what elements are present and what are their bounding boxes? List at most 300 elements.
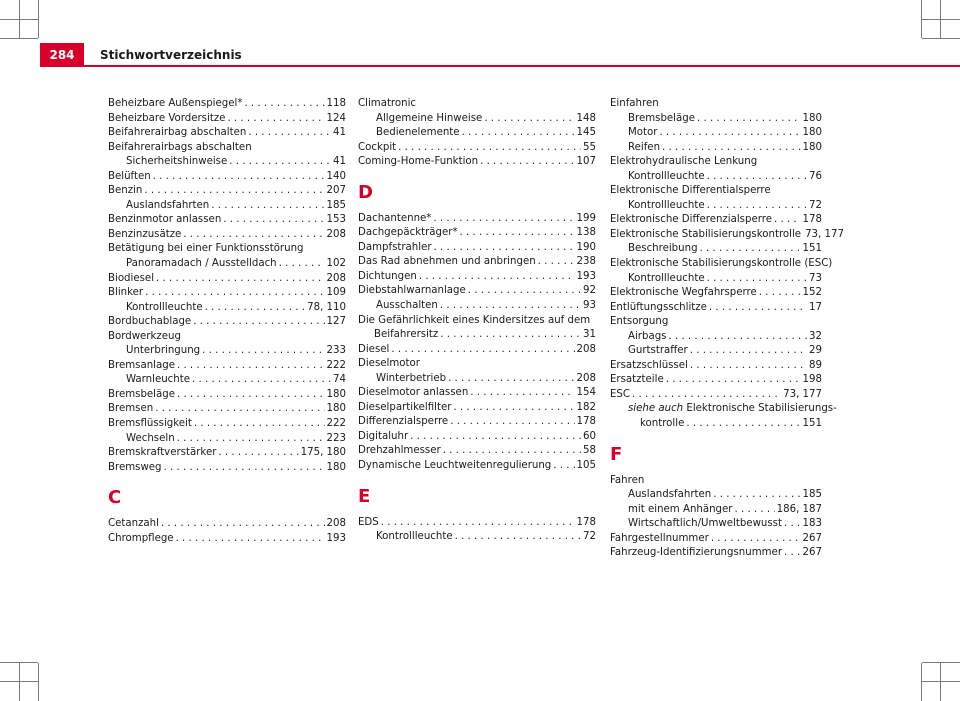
entry-label: Kontrollleuchte	[628, 170, 705, 182]
leader-dots	[177, 432, 325, 447]
entry-label: Cockpit	[358, 141, 397, 153]
index-entry	[358, 401, 596, 416]
index-entry	[610, 170, 822, 185]
crop-mark	[922, 38, 960, 39]
leader-dots	[711, 532, 801, 547]
entry-page: 138	[576, 227, 596, 239]
entry-label: Entlüftungsschlitze	[610, 301, 707, 313]
entry-page: 222	[326, 418, 346, 430]
entry-page: 41	[333, 156, 346, 168]
entry-label: Bremsbeläge	[108, 388, 175, 400]
index-heading: Climatronic	[358, 98, 417, 109]
index-entry	[358, 372, 596, 387]
index-entry	[108, 432, 346, 447]
leader-dots	[161, 517, 325, 532]
leader-dots	[183, 228, 324, 243]
index-heading: Elektronische Stabilisierungskontrolle (ESC)	[610, 258, 833, 270]
entry-page: 72	[809, 199, 822, 211]
leader-dots	[538, 255, 575, 270]
index-heading: Bordwerkzeug	[108, 330, 181, 342]
index-entry	[610, 242, 822, 257]
index-entry	[358, 241, 596, 256]
leader-dots	[202, 344, 324, 359]
index-entry	[108, 97, 346, 112]
entry-label: Blinker	[108, 287, 144, 299]
index-entry	[108, 446, 346, 461]
index-entry	[610, 112, 822, 127]
entry-label: Beheizbare Vordersitze	[108, 112, 226, 124]
entry-page: 55	[583, 141, 596, 153]
entry-page: 140	[326, 170, 346, 182]
entry-page: 208	[326, 228, 346, 240]
index-entry	[108, 184, 346, 199]
leader-dots	[248, 126, 331, 141]
index-entry	[610, 517, 822, 532]
index-entry	[610, 126, 822, 141]
index-entry	[358, 255, 596, 270]
leader-dots	[443, 444, 581, 459]
index-entry	[610, 213, 822, 228]
entry-label: Kontrollleuchte	[376, 531, 453, 543]
index-column-2	[358, 97, 596, 545]
entry-page: 182	[576, 401, 596, 413]
leader-dots	[218, 446, 298, 461]
entry-label: Dampfstrahler	[358, 241, 432, 253]
entry-page: 74	[333, 374, 346, 386]
leader-dots	[690, 359, 807, 374]
crop-mark	[921, 663, 922, 701]
entry-label: Beifahrerairbag abschalten	[108, 127, 247, 139]
leader-dots	[484, 112, 574, 127]
section-letter: F	[610, 443, 623, 465]
leader-dots	[156, 272, 325, 287]
entry-page: 186, 187	[776, 503, 822, 515]
entry-page: 73	[809, 272, 822, 284]
entry-label: Dachantenne*	[358, 212, 432, 224]
leader-dots	[177, 388, 325, 403]
index-entry	[358, 530, 596, 545]
entry-label: Auslandsfahrten	[126, 199, 210, 211]
leader-dots	[462, 126, 575, 141]
entry-label: ESC	[610, 388, 631, 400]
entry-page: 199	[576, 212, 596, 224]
entry-page: 180	[802, 112, 822, 124]
leader-dots	[211, 199, 324, 214]
entry-label: Benzin	[108, 185, 143, 197]
leader-dots	[707, 170, 807, 185]
leader-dots	[713, 488, 800, 503]
entry-label: Gurtstraffer	[628, 345, 688, 357]
crop-mark	[19, 0, 20, 38]
leader-dots	[450, 415, 574, 430]
index-entry	[358, 386, 596, 401]
leader-dots	[223, 213, 324, 228]
entry-page: 208	[576, 372, 596, 384]
entry-label: Ersatzschlüssel	[610, 359, 688, 371]
leader-dots	[632, 388, 781, 403]
entry-page: 223	[326, 432, 346, 444]
entry-label: Coming-Home-Funktion	[358, 156, 479, 168]
leader-dots	[419, 270, 575, 285]
index-entry	[358, 155, 596, 170]
crop-mark	[940, 663, 941, 701]
index-heading: Elektrohydraulische Lenkung	[610, 156, 758, 168]
entry-label: Bordbuchablage	[108, 316, 192, 328]
index-entry	[610, 359, 822, 374]
index-heading: Elektronische Differentialsperre	[610, 185, 771, 197]
leader-dots	[784, 546, 801, 561]
entry-label: Unterbringung	[126, 345, 201, 357]
entry-label: Drehzahlmesser	[358, 445, 441, 457]
entry-page: 190	[576, 241, 596, 253]
entry-label: Bremskraftverstärker	[108, 447, 217, 459]
crop-mark	[38, 663, 39, 701]
index-entry	[358, 126, 596, 141]
leader-dots	[194, 417, 325, 432]
entry-page: 208	[326, 518, 346, 530]
entry-page: 127	[326, 316, 346, 328]
entry-label: Dieselmotor anlassen	[358, 387, 469, 399]
entry-page: 73, 177	[805, 228, 844, 240]
leader-dots	[707, 199, 807, 214]
index-entry	[610, 546, 822, 561]
entry-label: Ersatzteile	[610, 374, 664, 386]
entry-page: 222	[326, 359, 346, 371]
entry-page: 109	[326, 287, 346, 299]
entry-label: Motor	[628, 127, 658, 139]
leader-dots	[470, 386, 574, 401]
index-entry	[108, 213, 346, 228]
index-entry	[108, 112, 346, 127]
leader-dots	[144, 184, 324, 199]
index-entry	[358, 516, 596, 531]
entry-label: Dichtungen	[358, 270, 417, 282]
entry-page: 183	[802, 518, 822, 530]
index-entry	[108, 402, 346, 417]
entry-page: 180	[802, 141, 822, 153]
crop-mark	[38, 0, 39, 38]
entry-label: Panoramadach / Ausstelldach	[126, 258, 277, 270]
entry-page: 148	[576, 112, 596, 124]
crop-mark	[922, 681, 960, 682]
crop-mark	[940, 0, 941, 38]
entry-page: 180	[326, 403, 346, 415]
entry-label: Bremsbeläge	[628, 112, 695, 124]
entry-page: 180	[326, 388, 346, 400]
entry-page: 178	[576, 516, 596, 528]
entry-page: 17	[809, 301, 822, 313]
entry-label: Digitaluhr	[358, 430, 409, 442]
leader-dots	[480, 155, 574, 170]
leader-dots	[707, 272, 807, 287]
index-entry	[358, 299, 596, 314]
leader-dots	[434, 241, 575, 256]
index-heading: Entsorgung	[610, 316, 669, 328]
see-also-target: Elektronische Stabilisierungs-	[686, 403, 837, 415]
leader-dots	[155, 402, 324, 417]
leader-dots	[398, 141, 581, 156]
entry-label: Elektronische Differenzialsperre	[610, 214, 772, 226]
entry-label: Elektronische Stabilisierungskontrolle	[610, 228, 802, 240]
entry-page: 180	[326, 461, 346, 473]
leader-dots	[700, 242, 801, 257]
entry-label: Kontrollleuchte	[126, 301, 203, 313]
entry-label: Biodiesel	[108, 272, 155, 284]
entry-label: Wirtschaftlich/Umweltbewusst	[628, 518, 782, 530]
leader-dots	[410, 430, 581, 445]
index-entry	[108, 155, 346, 170]
entry-label: Dynamische Leuchtweitenregulierung	[358, 460, 552, 472]
entry-page: 208	[326, 272, 346, 284]
leader-dots	[177, 359, 325, 374]
entry-page: 207	[326, 185, 346, 197]
index-heading: Fahren	[610, 474, 645, 486]
entry-page: 180	[802, 127, 822, 139]
entry-page: 60	[583, 430, 596, 442]
index-entry	[610, 532, 822, 547]
leader-dots	[440, 299, 581, 314]
entry-page: 185	[326, 199, 346, 211]
entry-page: 198	[802, 374, 822, 386]
index-entry	[108, 373, 346, 388]
index-heading: Dieselmotor	[358, 358, 420, 370]
entry-page: 102	[326, 258, 346, 270]
entry-page: 31	[583, 329, 596, 341]
entry-page: 175, 180	[300, 447, 346, 459]
index-entry	[358, 459, 596, 474]
index-entry	[108, 517, 346, 532]
index-entry	[358, 226, 596, 241]
entry-label: Allgemeine Hinweise	[376, 112, 483, 124]
index-entry	[610, 330, 822, 345]
entry-page: 153	[326, 214, 346, 226]
leader-dots	[659, 126, 800, 141]
index-entry	[358, 141, 596, 156]
entry-label: Kontrollleuchte	[628, 272, 705, 284]
index-entry	[108, 417, 346, 432]
index-entry	[610, 417, 822, 432]
entry-label: Beschreibung	[628, 243, 698, 255]
entry-page: 178	[802, 214, 822, 226]
leader-dots	[668, 330, 807, 345]
leader-dots	[279, 257, 325, 272]
entry-page: 76	[809, 170, 822, 182]
index-heading: Betätigung bei einer Funktionsstörung	[108, 243, 304, 255]
index-entry	[358, 112, 596, 127]
page-header	[0, 43, 960, 67]
index-entry	[358, 415, 596, 430]
leader-dots	[784, 517, 801, 532]
entry-page: 185	[802, 489, 822, 501]
leader-dots	[227, 112, 324, 127]
index-entry	[358, 444, 596, 459]
entry-label: Warnleuchte	[126, 374, 191, 386]
entry-label: Beifahrersitz	[374, 329, 439, 341]
leader-dots	[448, 372, 574, 387]
crop-mark	[922, 19, 960, 20]
see-also-prefix: siehe auch	[628, 403, 684, 415]
index-entry	[108, 199, 346, 214]
entry-label: Winterbetrieb	[376, 372, 447, 384]
leader-dots	[774, 213, 801, 228]
entry-label: kontrolle	[640, 418, 685, 430]
index-entry	[610, 272, 822, 287]
entry-label: mit einem Anhänger	[628, 503, 733, 515]
leader-dots	[164, 461, 325, 476]
entry-label: Benzinmotor anlassen	[108, 214, 222, 226]
entry-page: 193	[326, 532, 346, 544]
entry-page: 151	[802, 243, 822, 255]
leader-dots	[244, 97, 324, 112]
leader-dots	[433, 212, 574, 227]
entry-page: 151	[802, 418, 822, 430]
leader-dots	[662, 141, 801, 156]
entry-page: 41	[333, 127, 346, 139]
index-entry	[108, 228, 346, 243]
entry-label: Ausschalten	[376, 300, 438, 312]
entry-page: 89	[809, 359, 822, 371]
entry-label: EDS	[358, 516, 379, 528]
index-entry	[610, 228, 844, 243]
index-heading: Die Gefährlichkeit eines Kindersitzes auf dem	[358, 314, 591, 326]
entry-page: 29	[809, 345, 822, 357]
leader-dots	[193, 315, 324, 330]
index-entry	[108, 461, 346, 476]
entry-page: 193	[576, 270, 596, 282]
index-entry	[610, 503, 822, 518]
index-entry	[610, 388, 822, 403]
entry-label: Dachgepäckträger*	[358, 227, 458, 239]
entry-label: Diesel	[358, 343, 390, 355]
section-letter: E	[358, 485, 371, 507]
index-entry	[610, 141, 822, 156]
entry-page: 267	[802, 532, 822, 544]
entry-page: 238	[576, 256, 596, 268]
entry-page: 105	[576, 460, 596, 472]
crop-mark	[19, 663, 20, 701]
entry-label: Fahrgestellnummer	[610, 532, 709, 544]
entry-label: Diebstahlwarnanlage	[358, 285, 466, 297]
leader-dots	[205, 301, 306, 316]
page-title: Stichwortverzeichnis	[100, 48, 242, 62]
index-entry	[358, 328, 596, 343]
index-entry	[358, 212, 596, 227]
entry-page: 233	[326, 345, 346, 357]
crop-mark	[0, 38, 38, 39]
leader-dots	[455, 530, 581, 545]
index-entry	[108, 315, 346, 330]
entry-page: 78, 110	[307, 301, 346, 313]
index-entry	[108, 170, 346, 185]
entry-label: Fahrzeug-Identifizierungsnummer	[610, 547, 783, 559]
entry-label: Bedienelemente	[376, 127, 460, 139]
entry-page: 124	[326, 112, 346, 124]
entry-page: 58	[583, 445, 596, 457]
page-number: 284	[40, 43, 84, 67]
entry-label: Airbags	[628, 330, 667, 342]
leader-dots	[192, 373, 331, 388]
entry-page: 72	[583, 531, 596, 543]
entry-label: Bremsanlage	[108, 359, 175, 371]
index-entry	[358, 343, 596, 358]
entry-page: 107	[576, 156, 596, 168]
entry-label: Belüften	[108, 170, 151, 182]
index-entry	[108, 532, 346, 547]
entry-label: Das Rad abnehmen und anbringen	[358, 256, 536, 268]
entry-label: Sicherheitshinweise	[126, 156, 228, 168]
index-entry	[610, 373, 822, 388]
index-entry	[358, 270, 596, 285]
entry-label: Bremsen	[108, 403, 154, 415]
entry-page: 208	[576, 343, 596, 355]
section-letter: D	[358, 181, 373, 203]
leader-dots	[391, 343, 574, 358]
entry-label: Chrompflege	[108, 532, 174, 544]
entry-label: Differenzialsperre	[358, 416, 449, 428]
entry-page: 118	[326, 98, 346, 109]
entry-label: Benzinzusätze	[108, 228, 182, 240]
entry-label: Kontrollleuchte	[628, 199, 705, 211]
entry-page: 73, 177	[783, 388, 822, 400]
leader-dots	[381, 516, 575, 531]
section-letter: C	[108, 487, 122, 509]
entry-label: Bremsflüssigkeit	[108, 418, 192, 430]
entry-page: 93	[583, 300, 596, 312]
leader-dots	[686, 417, 800, 432]
leader-dots	[666, 373, 801, 388]
leader-dots	[440, 328, 581, 343]
entry-label: Elektronische Wegfahrsperre	[610, 287, 757, 299]
entry-page: 267	[802, 547, 822, 559]
index-entry	[108, 344, 346, 359]
entry-label: Dieselpartikelfilter	[358, 401, 452, 413]
index-entry	[108, 257, 346, 272]
crop-mark	[921, 0, 922, 38]
index-entry	[108, 126, 346, 141]
entry-label: Bremsweg	[108, 461, 162, 473]
index-entry	[108, 388, 346, 403]
leader-dots	[453, 401, 574, 416]
leader-dots	[709, 301, 807, 316]
index-entry	[108, 359, 346, 374]
leader-dots	[734, 503, 774, 518]
leader-dots	[460, 226, 575, 241]
entry-label: Wechseln	[126, 432, 175, 444]
index-heading: Beifahrerairbags abschalten	[108, 141, 252, 153]
entry-page: 152	[802, 287, 822, 299]
index-entry	[108, 272, 346, 287]
index-entry	[610, 286, 822, 301]
index-entry	[358, 284, 596, 299]
index-entry	[610, 301, 822, 316]
leader-dots	[697, 112, 801, 127]
entry-page: 154	[576, 387, 596, 399]
entry-label: Beheizbare Außenspiegel*	[108, 98, 243, 109]
index-column-1	[108, 97, 346, 546]
entry-label: Reifen	[628, 141, 661, 153]
leader-dots	[176, 532, 325, 547]
leader-dots	[759, 286, 801, 301]
index-column-3	[610, 97, 844, 561]
header-rule	[84, 65, 960, 67]
index-heading: Einfahren	[610, 98, 659, 109]
index-entry	[358, 430, 596, 445]
entry-page: 178	[576, 416, 596, 428]
entry-page: 32	[809, 330, 822, 342]
index-entry	[610, 199, 822, 214]
entry-page: 145	[576, 127, 596, 139]
index-entry	[108, 301, 346, 316]
